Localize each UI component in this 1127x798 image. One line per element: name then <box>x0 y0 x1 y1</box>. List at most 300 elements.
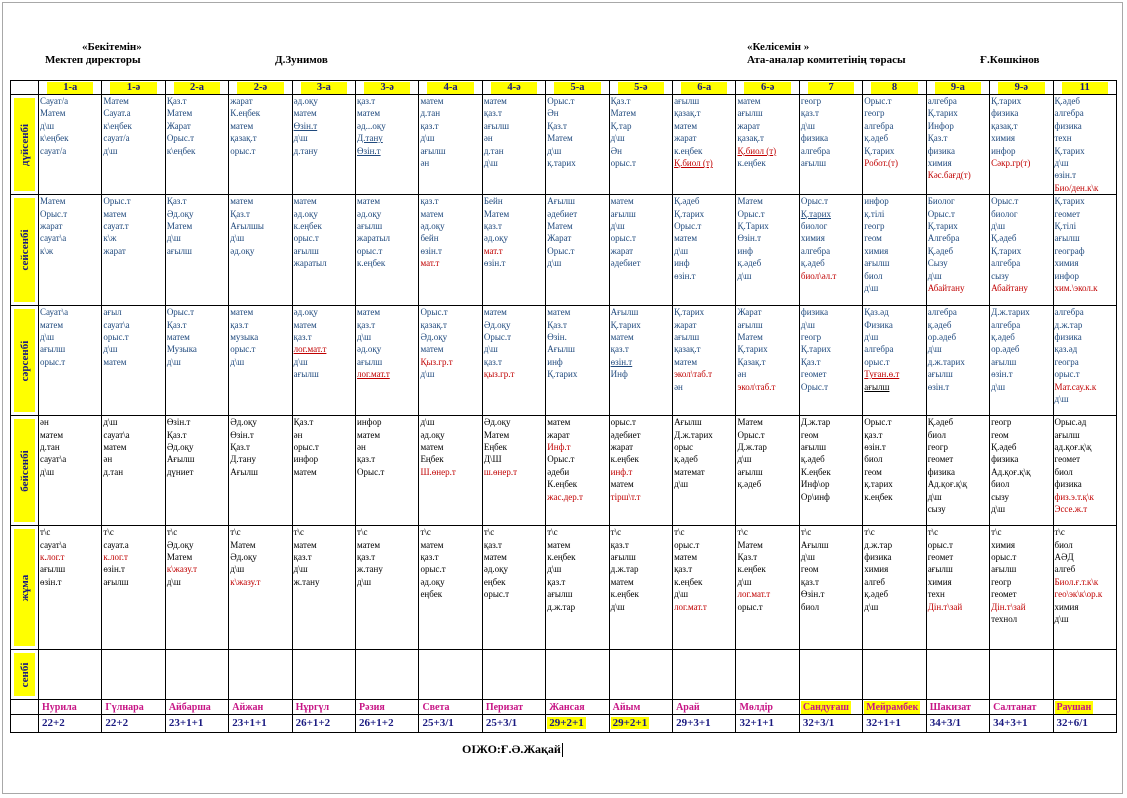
schedule-cell <box>39 306 102 416</box>
schedule-cell <box>609 416 672 526</box>
lesson-item: сауат\а <box>40 539 67 550</box>
lesson-item: к\еңбек <box>40 133 69 144</box>
schedule-cell <box>1053 95 1117 195</box>
lesson-item: қаз.т <box>357 454 376 465</box>
lesson-item: ағылш <box>293 245 319 256</box>
lesson-item: ағылш <box>737 466 763 477</box>
schedule-cell <box>292 416 355 526</box>
teacher-cell <box>102 700 165 715</box>
lesson-item: алгебра <box>991 319 1021 330</box>
schedule-cell <box>292 650 355 700</box>
lesson-item: алгебра <box>927 96 957 106</box>
lesson-item: әдебиет <box>610 429 641 440</box>
lesson-item: д.тан <box>103 466 124 477</box>
lesson-item: сауат\а <box>40 233 67 244</box>
lesson-item: ағылш <box>674 332 700 343</box>
lesson-item: Қ.тарих <box>800 344 831 355</box>
class-label: 4-ә <box>491 82 537 94</box>
lesson-item: т\с <box>800 527 812 538</box>
lesson-item: лог.мат.т <box>357 369 390 380</box>
lesson-item: Ағылш <box>674 417 702 428</box>
class-header <box>863 81 926 95</box>
schedule-cell <box>546 95 609 195</box>
schedule-cell <box>926 306 989 416</box>
schedule-cell <box>356 526 419 650</box>
lesson-item: жарат <box>547 429 570 440</box>
lesson-item: ағылш <box>864 381 890 392</box>
lesson-item: Д.тану <box>230 454 256 465</box>
lesson-item: к.еңбек <box>737 564 766 575</box>
day-highlight <box>14 529 35 646</box>
hours-value: 26+1+2 <box>295 717 331 730</box>
lesson-item: техн <box>1054 133 1072 144</box>
lesson-item: ағыл <box>103 307 122 318</box>
hours-value: 32+1+1 <box>866 717 901 730</box>
lesson-item: қаз.т <box>420 120 439 131</box>
lesson-item: Қ.әдеб <box>927 245 954 256</box>
lesson-item: Орыс.т <box>737 208 765 219</box>
lesson-item: т\с <box>991 527 1002 538</box>
lesson-item: орыс.т <box>991 552 1017 563</box>
class-header <box>165 81 228 95</box>
lesson-item: сауат/а <box>103 133 130 144</box>
hours-cell <box>39 715 102 733</box>
schedule-cell <box>990 526 1053 650</box>
lesson-item: Орыс.әд <box>1054 417 1087 428</box>
lesson-item: жарат <box>40 221 63 232</box>
schedule-cell <box>926 526 989 650</box>
teacher-cell <box>292 700 355 715</box>
lesson-item: экол\таб.т <box>674 369 713 380</box>
lesson-item: Сауат\а <box>40 307 69 318</box>
lesson-item: ағылш <box>800 442 827 453</box>
lesson-item: Өзін.т <box>357 145 381 156</box>
lesson-item: орыс.т <box>737 601 763 612</box>
schedule-cell <box>799 650 862 700</box>
lesson-item: д\ш <box>927 344 942 355</box>
lesson-item: әд.оқу <box>293 96 318 106</box>
lesson-item: Қаз.т <box>927 133 948 144</box>
lesson-item: Қыз.гр.т <box>420 356 453 367</box>
lesson-item: д.тану <box>293 145 318 156</box>
lesson-item: инфор <box>991 145 1016 156</box>
lesson-item: сызу <box>991 491 1010 502</box>
lesson-item: өзін.т <box>991 369 1013 380</box>
lesson-item: ағылш <box>800 158 827 169</box>
lesson-item: д\ш <box>40 332 55 343</box>
lesson-item: ор.әдеб <box>991 344 1020 355</box>
lesson-item: д\ш <box>230 233 245 244</box>
lesson-item: химия <box>927 158 952 169</box>
schedule-cell <box>926 416 989 526</box>
lesson-item: инф <box>737 245 753 256</box>
lesson-item: геогра <box>1054 356 1079 367</box>
class-label: 9-ә <box>998 82 1044 94</box>
teacher-name: Арай <box>676 701 700 713</box>
schedule-cell <box>39 416 102 526</box>
schedule-cell <box>419 526 482 650</box>
hours-cell <box>356 715 419 733</box>
lesson-item: Жарат <box>166 120 191 131</box>
lesson-item: ж.тану <box>293 576 320 587</box>
schedule-cell <box>229 95 292 195</box>
class-header <box>799 81 862 95</box>
agreed-label: «Келісемін » <box>747 41 810 53</box>
lesson-item: Мат.сау.к.к <box>1054 381 1097 392</box>
lesson-item: Матем <box>737 196 763 207</box>
lesson-item: Орыс.т <box>547 245 575 256</box>
lesson-item: Эссе.ж.т <box>1054 504 1088 515</box>
lesson-item: орыс.т <box>293 442 319 453</box>
lesson-item: д\ш <box>547 145 562 156</box>
lesson-item: қаз.т <box>610 539 629 550</box>
lesson-item: Орыс.т <box>547 454 575 465</box>
lesson-item: геом <box>800 429 819 440</box>
lesson-item: Ағылш <box>610 307 639 318</box>
lesson-item: т\с <box>357 527 368 538</box>
schedule-cell <box>482 650 545 700</box>
lesson-item: қаз.т <box>357 552 376 563</box>
schedule-cell <box>102 306 165 416</box>
lesson-item: матем <box>547 307 571 318</box>
lesson-item: Қ.тарих <box>991 96 1022 106</box>
lesson-item: Матем <box>737 417 763 428</box>
lesson-item: лог.мат.т <box>737 589 771 600</box>
lesson-item: мат.т <box>420 258 440 269</box>
lesson-item: химия <box>927 576 952 587</box>
lesson-item: Қ.тар <box>610 120 632 131</box>
lesson-item: Орыс.т <box>864 417 892 428</box>
class-label: 3-ә <box>364 82 410 94</box>
lesson-item: ағылш <box>483 120 509 131</box>
lesson-item: д\ш <box>737 454 752 465</box>
lesson-item: орыс.т <box>230 145 256 156</box>
class-header <box>229 81 292 95</box>
day-cell <box>11 416 39 526</box>
lesson-item: Қ.тарих <box>991 245 1022 256</box>
teacher-cell <box>482 700 545 715</box>
lesson-item: ағылш <box>737 108 763 119</box>
lesson-item: қаз.т <box>800 108 819 119</box>
lesson-item: Орыс.т <box>991 196 1019 207</box>
lesson-item: Д\Ш <box>483 454 502 465</box>
lesson-item: биол\әл.т <box>800 270 837 281</box>
schedule-cell <box>863 195 926 306</box>
hours-cell <box>609 715 672 733</box>
lesson-item: Матем <box>103 96 129 106</box>
lesson-item: Әд.оқу <box>166 442 194 453</box>
teacher-cell <box>609 700 672 715</box>
lesson-item: Ор\инф <box>800 491 830 502</box>
lesson-item: жаратыл <box>357 233 390 244</box>
day-label: сейсенбі <box>18 229 31 271</box>
class-label: 5-а <box>554 82 600 94</box>
class-label: 1-а <box>47 82 93 94</box>
lesson-item: экол\таб.т <box>737 381 776 392</box>
schedule-cell <box>863 526 926 650</box>
lesson-item: Матем <box>166 108 193 119</box>
class-label: 2-а <box>174 82 220 94</box>
hours-cell <box>990 715 1053 733</box>
class-header <box>39 81 102 95</box>
schedule-cell <box>863 650 926 700</box>
lesson-item: орыс.т <box>927 539 953 550</box>
lesson-item: Музыка <box>166 344 197 355</box>
lesson-item: Ән <box>547 108 559 119</box>
lesson-item: матем <box>293 539 317 550</box>
lesson-item: биол <box>864 270 883 281</box>
lesson-item: ағылш <box>991 356 1017 367</box>
lesson-item: Қаз.т <box>230 442 250 453</box>
schedule-cell <box>799 416 862 526</box>
class-header <box>356 81 419 95</box>
lesson-item: К.еңбек <box>547 479 578 490</box>
schedule-cell <box>546 650 609 700</box>
director-title: Мектеп директоры <box>45 54 141 66</box>
lesson-item: ән <box>420 158 430 169</box>
lesson-item: к\ж <box>103 233 117 244</box>
schedule-cell <box>419 195 482 306</box>
class-label: 11 <box>1062 82 1109 94</box>
schedule-cell <box>673 416 736 526</box>
lesson-item: қаз.т <box>800 576 819 587</box>
lesson-item: геомет <box>800 369 827 380</box>
lesson-item: матем <box>103 356 127 367</box>
lesson-item: Қ.тарих <box>610 319 641 330</box>
lesson-item: ж.тану <box>357 564 383 575</box>
teacher-cell <box>546 700 609 715</box>
schedule-cell <box>482 95 545 195</box>
lesson-item: Өзін.т <box>166 417 191 428</box>
class-label: 7 <box>808 82 854 94</box>
lesson-item: қаз.т <box>230 319 249 330</box>
lesson-item: орыс.т <box>674 539 700 550</box>
lesson-item: Сауат/а <box>40 96 69 106</box>
lesson-item: әд.оқу <box>420 576 445 587</box>
lesson-item: сызу <box>991 270 1010 281</box>
lesson-item: к.еңбек <box>293 221 322 232</box>
lesson-item: Ш.өнер.т <box>420 466 456 477</box>
lesson-item: қаз.т <box>610 344 629 355</box>
lesson-item: алгебра <box>991 258 1021 269</box>
day-label: бейсенбі <box>18 450 31 492</box>
lesson-item: орыс.т <box>420 564 446 575</box>
teacher-cell <box>229 700 292 715</box>
hours-value: 32+6/1 <box>1056 717 1088 730</box>
schedule-cell <box>673 650 736 700</box>
lesson-item: матем <box>230 120 254 131</box>
lesson-item: техн <box>927 589 945 600</box>
day-row <box>11 95 1117 195</box>
lesson-item: т\с <box>547 527 558 538</box>
lesson-item: д\ш <box>166 356 181 367</box>
lesson-item: ағылш <box>293 369 319 380</box>
lesson-item: к.лог.т <box>40 552 65 563</box>
day-row <box>11 195 1117 306</box>
lesson-item: Сызу <box>927 258 948 269</box>
lesson-item: Ағылш <box>547 196 575 207</box>
lesson-item: Орыс.т <box>800 196 829 207</box>
footer-signature <box>462 742 563 757</box>
lesson-item: орыс.т <box>610 158 636 169</box>
schedule-cell <box>229 416 292 526</box>
day-label: сәрсенбі <box>18 340 31 382</box>
lesson-item: ағылш <box>927 369 953 380</box>
schedule-cell <box>292 526 355 650</box>
lesson-item: Д.ж.тар <box>800 417 831 428</box>
lesson-item: орыс.т <box>357 245 383 256</box>
schedule-cell <box>926 95 989 195</box>
lesson-item: Еңбек <box>483 442 507 453</box>
schedule-cell <box>609 95 672 195</box>
lesson-item: биол <box>864 454 883 465</box>
lesson-item: ағылш <box>610 208 636 219</box>
lesson-item: матем <box>737 96 761 106</box>
lesson-item: Әд.оқу <box>166 539 194 550</box>
lesson-item: д.ж.тар <box>1054 319 1083 330</box>
lesson-item: геогр <box>800 332 822 343</box>
lesson-item: Өзін.т <box>800 589 825 600</box>
lesson-item: қаз.т <box>674 564 693 575</box>
lesson-item: к\жазу.т <box>166 564 198 575</box>
schedule-cell <box>799 526 862 650</box>
lesson-item: ағылш <box>864 258 890 269</box>
lesson-item: д\ш <box>610 133 625 144</box>
lesson-item: өзін.т <box>927 381 950 392</box>
teacher-name: Айжан <box>232 701 264 713</box>
hours-corner <box>11 715 39 733</box>
day-highlight <box>14 419 35 522</box>
schedule-cell <box>799 306 862 416</box>
lesson-item: Ағылш <box>547 344 575 355</box>
lesson-item: алгебра <box>800 245 831 256</box>
hours-value: 25+3/1 <box>422 717 454 730</box>
lesson-item: матем <box>674 552 698 563</box>
lesson-item: өзін.т <box>40 576 62 587</box>
lesson-item: ор.әдеб <box>927 332 957 343</box>
lesson-item: әдеби <box>547 466 570 477</box>
lesson-item: Матем <box>547 221 573 232</box>
lesson-item: д\ш <box>927 270 942 281</box>
lesson-item: д\ш <box>357 576 372 587</box>
lesson-item: тірш\т.т <box>610 491 641 502</box>
lesson-item: физика <box>1054 332 1082 343</box>
lesson-item: қ.әдеб <box>737 258 762 269</box>
lesson-item: инфор <box>293 454 319 465</box>
lesson-item: д\ш <box>230 564 245 575</box>
lesson-item: Орыс.т <box>166 307 195 318</box>
lesson-item: Қ.әдеб <box>927 417 954 428</box>
lesson-item: физика <box>991 108 1019 119</box>
teacher-name: Шакизат <box>929 701 971 713</box>
hours-cell <box>292 715 355 733</box>
lesson-item: қаз.т <box>483 356 502 367</box>
lesson-item: Қ.әдеб <box>1054 96 1080 106</box>
lesson-item: геогр <box>991 576 1012 587</box>
lesson-item: д\ш <box>293 564 308 575</box>
lesson-item: Қ.биол (т) <box>674 158 713 169</box>
lesson-item: биол <box>991 479 1010 490</box>
lesson-item: Орыс.т <box>103 196 131 207</box>
lesson-item: Өзін.т <box>230 429 254 440</box>
lesson-item: д\ш <box>293 133 308 144</box>
lesson-item: матем <box>230 196 254 207</box>
lesson-item: инф <box>547 356 563 367</box>
lesson-item: ән <box>674 381 683 392</box>
lesson-item: қ.әдеб <box>674 454 698 465</box>
class-label: 6-а <box>681 82 727 94</box>
lesson-item: ағылш <box>547 589 573 600</box>
lesson-item: жаратыл <box>293 258 327 269</box>
hours-value: 22+2 <box>105 717 129 730</box>
lesson-item: Орыс.т <box>800 381 829 392</box>
lesson-item: Қаз.т <box>800 356 821 367</box>
lesson-item: Қ.тарих <box>674 208 705 219</box>
lesson-item: К.еңбек <box>230 108 261 119</box>
lesson-item: қазақ.т <box>674 344 701 355</box>
lesson-item: сауат/а <box>40 145 67 156</box>
lesson-item: әд.оқу <box>293 307 318 318</box>
lesson-item: д\ш <box>864 332 879 343</box>
lesson-item: матем <box>483 96 507 106</box>
lesson-item: Жарат <box>737 307 762 318</box>
schedule-cell <box>863 306 926 416</box>
day-label: сенбі <box>18 662 31 688</box>
lesson-item: д\ш <box>483 158 498 169</box>
lesson-item: ағылш <box>103 576 129 587</box>
schedule-cell <box>1053 416 1117 526</box>
lesson-item: д\ш <box>1054 394 1069 405</box>
lesson-item: биол <box>1054 539 1073 550</box>
lesson-item: ағылш <box>610 552 636 563</box>
class-header <box>482 81 545 95</box>
lesson-item: орыс.т <box>610 417 636 428</box>
lesson-item: Матем <box>40 108 66 119</box>
lesson-item: биолог <box>991 208 1018 219</box>
day-cell <box>11 306 39 416</box>
text-cursor <box>562 743 563 757</box>
lesson-item: т\с <box>674 527 685 538</box>
class-label: 9-а <box>935 82 981 94</box>
day-cell <box>11 526 39 650</box>
hours-value: 29+2+1 <box>549 717 584 730</box>
schedule-cell <box>990 195 1053 306</box>
lesson-item: инфор <box>864 196 889 207</box>
lesson-item: қ.әдеб <box>864 133 889 144</box>
lesson-item: Абайтану <box>991 283 1028 294</box>
schedule-cell <box>419 306 482 416</box>
lesson-item: Матем <box>737 332 763 343</box>
lesson-item: геогр <box>800 96 822 106</box>
lesson-item: Қ.тілі <box>1054 221 1077 232</box>
schedule-cell <box>229 526 292 650</box>
hours-cell <box>673 715 736 733</box>
schedule-cell <box>39 526 102 650</box>
lesson-item: д.тан <box>483 145 504 156</box>
lesson-item: Кәс.бағд(т) <box>927 170 971 181</box>
lesson-item: Д.ж.тарих <box>674 429 713 440</box>
lesson-item: ән <box>103 454 113 465</box>
lesson-item: мат.т <box>483 245 503 256</box>
lesson-item: т\с <box>1054 527 1065 538</box>
lesson-item: д.ж.тар <box>864 539 893 550</box>
schedule-cell <box>419 95 482 195</box>
schedule-cell <box>356 416 419 526</box>
lesson-item: Қ.тарих <box>864 145 895 156</box>
teacher-cell <box>799 700 862 715</box>
hours-value: 22+2 <box>42 717 65 730</box>
lesson-item: Орыс.т <box>483 332 512 343</box>
